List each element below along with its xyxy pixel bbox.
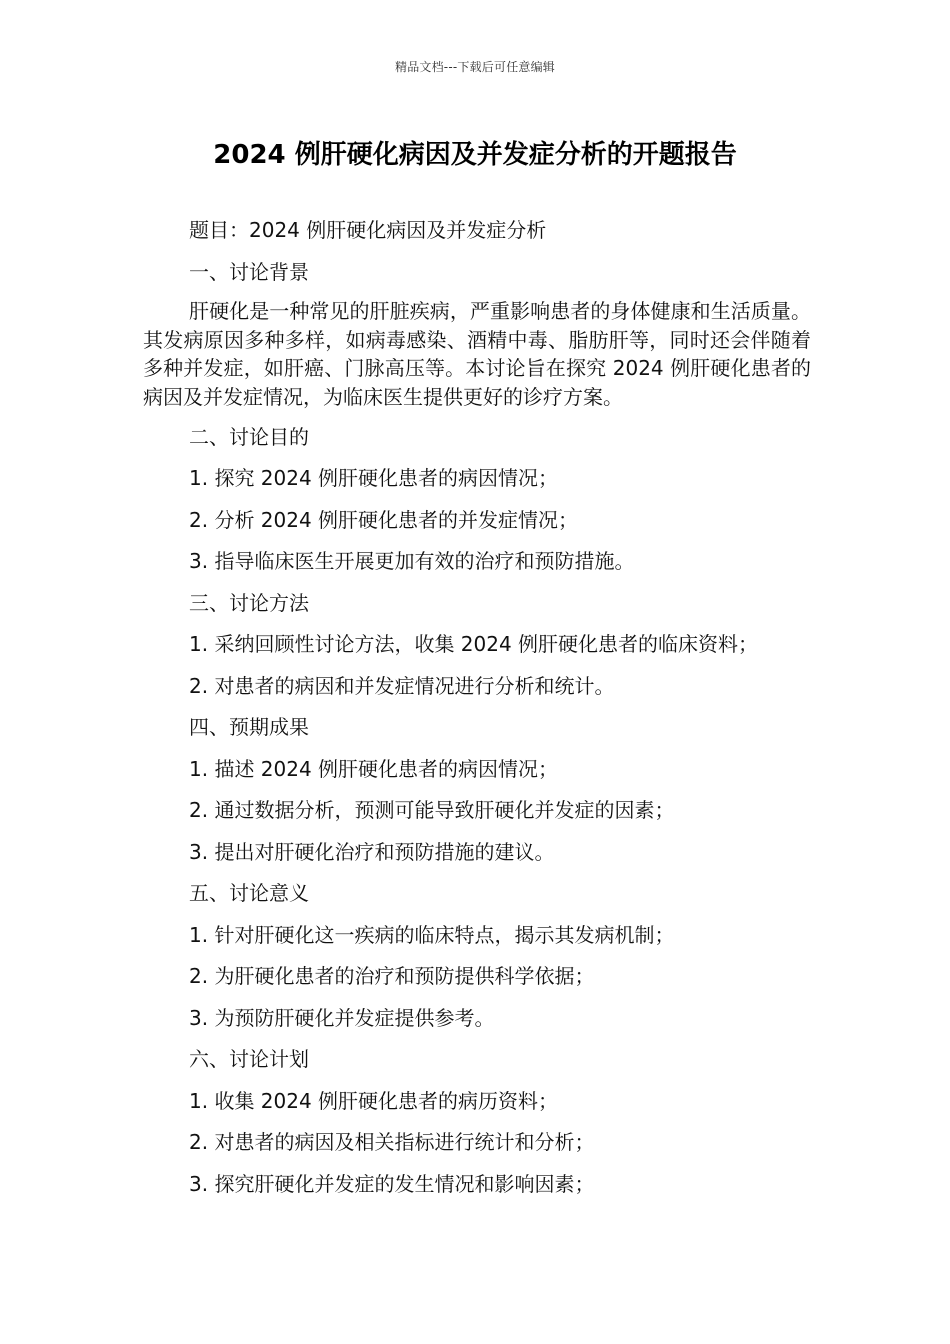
page-header: 精品文档---下载后可任意编辑 [395,60,555,74]
subject-line: 题目：2024 例肝硬化病因及并发症分析 [189,218,547,242]
list-item: 1. 描述 2024 例肝硬化患者的病因情况； [189,756,559,781]
list-item: 2. 对患者的病因及相关指标进行统计和分析； [189,1130,595,1155]
document-title: 2024 例肝硬化病因及并发症分析的开题报告 [213,140,737,170]
section-heading-expected-results: 四、预期成果 [189,715,309,740]
section-heading-plan: 六、讨论计划 [189,1047,309,1072]
list-item: 1. 采纳回顾性讨论方法，收集 2024 例肝硬化患者的临床资料； [189,632,759,657]
background-paragraph: 肝硬化是一种常见的肝脏疾病，严重影响患者的身体健康和生活质量。其发病原因多种多样，如病毒感染、酒精中毒、脂肪肝等，同时还会伴随着多种并发症，如肝癌、门脉高压等。本讨论旨在探究 2024 例肝硬化患者的病因及并发症情况，为临床医生提供更好的诊疗方案。 [143,299,811,409]
section-heading-significance: 五、讨论意义 [189,881,309,906]
section-heading-purpose: 二、讨论目的 [189,424,309,449]
list-item: 1. 收集 2024 例肝硬化患者的病历资料； [189,1088,559,1113]
list-item: 3. 为预防肝硬化并发症提供参考。 [189,1005,495,1030]
list-item: 3. 探究肝硬化并发症的发生情况和影响因素； [189,1171,595,1196]
list-item: 2. 分析 2024 例肝硬化患者的并发症情况； [189,507,579,532]
list-item: 2. 通过数据分析，预测可能导致肝硬化并发症的因素； [189,798,675,823]
list-item: 3. 提出对肝硬化治疗和预防措施的建议。 [189,839,555,864]
section-heading-background: 一、讨论背景 [189,259,309,284]
list-item: 1. 针对肝硬化这一疾病的临床特点，揭示其发病机制； [189,922,675,947]
list-item: 2. 为肝硬化患者的治疗和预防提供科学依据； [189,964,595,989]
section-heading-method: 三、讨论方法 [189,590,309,615]
document-body [143,214,811,1209]
list-item: 3. 指导临床医生开展更加有效的治疗和预防措施。 [189,549,635,574]
list-item: 1. 探究 2024 例肝硬化患者的病因情况； [189,466,559,491]
list-item: 2. 对患者的病因和并发症情况进行分析和统计。 [189,673,615,698]
